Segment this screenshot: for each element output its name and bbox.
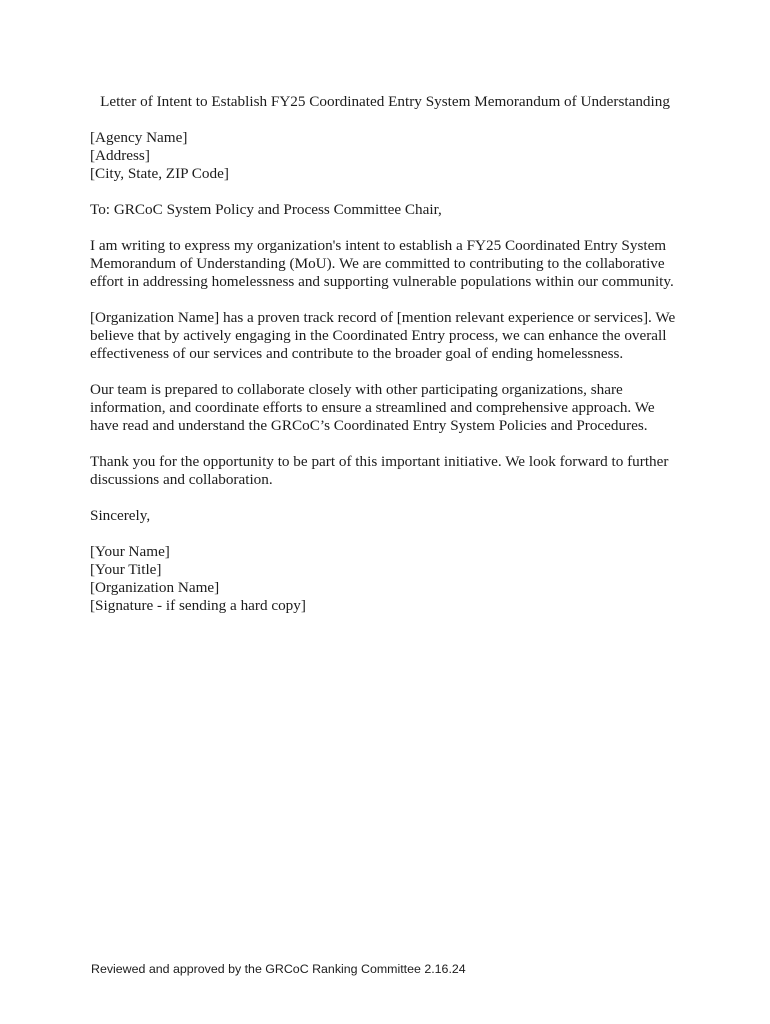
closing-text: Sincerely, xyxy=(90,507,151,524)
address-line: [Address] xyxy=(90,147,150,164)
paragraph-line: I am writing to express my organization's intent to establish a FY25 Coordinated Entry System xyxy=(90,237,667,254)
signature-line: [Organization Name] xyxy=(90,579,220,596)
paragraph-collaboration xyxy=(90,381,680,435)
letter-title: Letter of Intent to Establish FY25 Coordinated Entry System Memorandum of Understanding xyxy=(100,93,670,110)
paragraph-line: effectiveness of our services and contribute to the broader goal of ending homelessness. xyxy=(90,345,624,362)
paragraph-line: believe that by actively engaging in the Coordinated Entry process, we can enhance the overall xyxy=(90,327,667,344)
paragraph-line: discussions and collaboration. xyxy=(90,471,273,488)
footer-note: Reviewed and approved by the GRCoC Ranking Committee 2.16.24 xyxy=(91,962,466,976)
letter-body xyxy=(90,129,680,633)
paragraph-line: have read and understand the GRCoC’s Coordinated Entry System Policies and Procedures. xyxy=(90,417,648,434)
paragraph-thanks xyxy=(90,453,680,489)
paragraph-intent xyxy=(90,237,680,291)
signature-block xyxy=(90,543,680,615)
paragraph-line: Our team is prepared to collaborate closely with other participating organizations, share xyxy=(90,381,623,398)
salutation xyxy=(90,201,680,219)
closing xyxy=(90,507,680,525)
signature-line: [Your Name] xyxy=(90,543,170,560)
paragraph-line: Thank you for the opportunity to be part of this important initiative. We look forward to further xyxy=(90,453,669,470)
paragraph-line: [Organization Name] has a proven track record of [mention relevant experience or services]. We xyxy=(90,309,676,326)
paragraph-line: Memorandum of Understanding (MoU). We are committed to contributing to the collaborative xyxy=(90,255,665,272)
signature-line: [Signature - if sending a hard copy] xyxy=(90,597,306,614)
salutation-text: To: GRCoC System Policy and Process Committee Chair, xyxy=(90,201,442,218)
signature-line: [Your Title] xyxy=(90,561,162,578)
paragraph-track-record xyxy=(90,309,680,363)
address-block xyxy=(90,129,680,183)
address-line: [Agency Name] xyxy=(90,129,188,146)
address-line: [City, State, ZIP Code] xyxy=(90,165,229,182)
paragraph-line: information, and coordinate efforts to ensure a streamlined and comprehensive approach. We xyxy=(90,399,655,416)
paragraph-line: effort in addressing homelessness and supporting vulnerable populations within our community. xyxy=(90,273,674,290)
